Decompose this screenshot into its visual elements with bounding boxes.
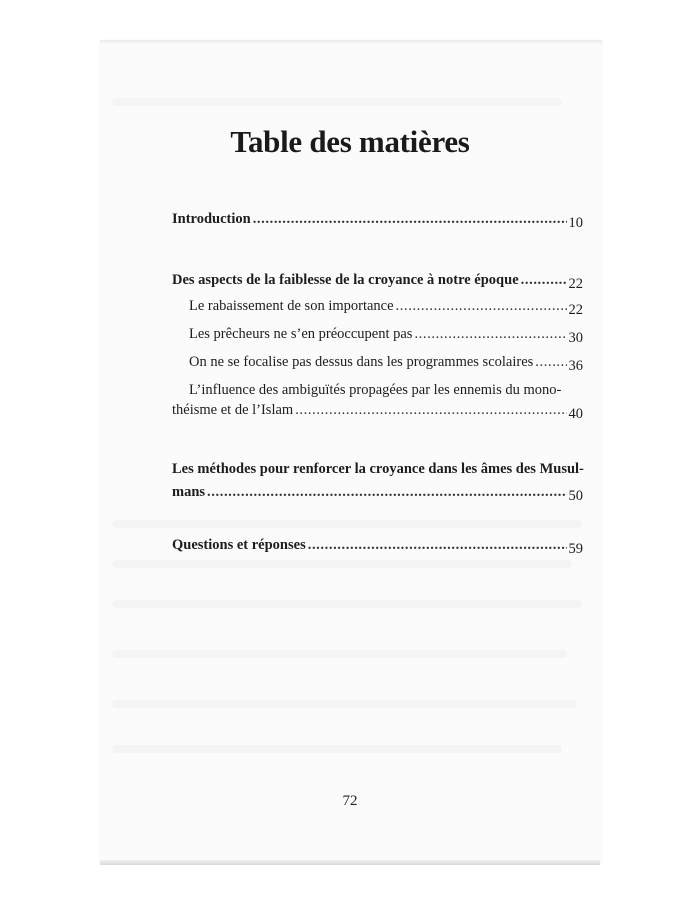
toc-subentry-influence xyxy=(172,380,583,420)
toc-entry-page: 50 xyxy=(568,488,583,504)
dot-leader xyxy=(295,400,566,420)
book-page xyxy=(100,40,602,864)
dot-leader xyxy=(253,209,567,229)
show-through-text xyxy=(112,700,577,708)
page-bottom-edge xyxy=(100,860,600,865)
toc-entry-questions xyxy=(172,535,583,555)
toc-entry-label: On ne se focalise pas dessus dans les programmes scolaires xyxy=(189,354,534,370)
show-through-text xyxy=(112,650,567,658)
dot-leader xyxy=(521,270,567,290)
toc-entry-label-line2: mans xyxy=(172,484,206,500)
toc-entry-label: Les prêcheurs ne s’en préoccupent pas xyxy=(189,326,413,342)
toc-entry-page: 36 xyxy=(568,358,583,374)
toc-entry-page: 30 xyxy=(568,330,583,346)
toc-entry-page: 22 xyxy=(568,276,583,292)
show-through-text xyxy=(112,560,572,568)
toc-entry-methodes xyxy=(172,459,583,502)
toc-entry-page: 10 xyxy=(568,215,583,231)
toc-entry-label: Des aspects de la faiblesse de la croyance à notre époque xyxy=(172,272,519,288)
toc-entry-label: Questions et réponses xyxy=(172,537,306,553)
dot-leader xyxy=(535,352,566,372)
dot-leader xyxy=(414,324,566,344)
toc-entry-label: Introduction xyxy=(172,211,251,227)
toc-entry-label-line1: L’influence des ambiguïtés propagées par les ennemis du mono- xyxy=(189,382,562,398)
toc-subentry-rabaissement xyxy=(189,296,583,316)
dot-leader xyxy=(308,535,567,555)
toc-entry-label-line2: théisme et de l’Islam xyxy=(172,402,294,418)
toc-entry-label-line1: Les méthodes pour renforcer la croyance dans les âmes des Musul- xyxy=(172,461,584,477)
page-title: Table des matières xyxy=(230,124,470,159)
page-top-edge xyxy=(100,40,602,44)
show-through-text xyxy=(112,98,562,106)
toc-entry-page: 40 xyxy=(568,406,583,422)
toc-entry-label: Le rabaissement de son importance xyxy=(189,298,394,314)
dot-leader xyxy=(396,296,567,316)
show-through-text xyxy=(112,520,582,528)
toc-entry-introduction xyxy=(172,209,583,229)
show-through-text xyxy=(112,745,562,753)
toc-entry-faiblesse xyxy=(172,270,583,290)
toc-subentry-programmes xyxy=(189,352,583,372)
toc-subentry-precheurs xyxy=(189,324,583,344)
toc-entry-page: 22 xyxy=(568,302,583,318)
show-through-text xyxy=(112,600,582,608)
toc-entry-page: 59 xyxy=(568,541,583,557)
dot-leader xyxy=(207,482,566,502)
page-number: 72 xyxy=(342,793,358,809)
